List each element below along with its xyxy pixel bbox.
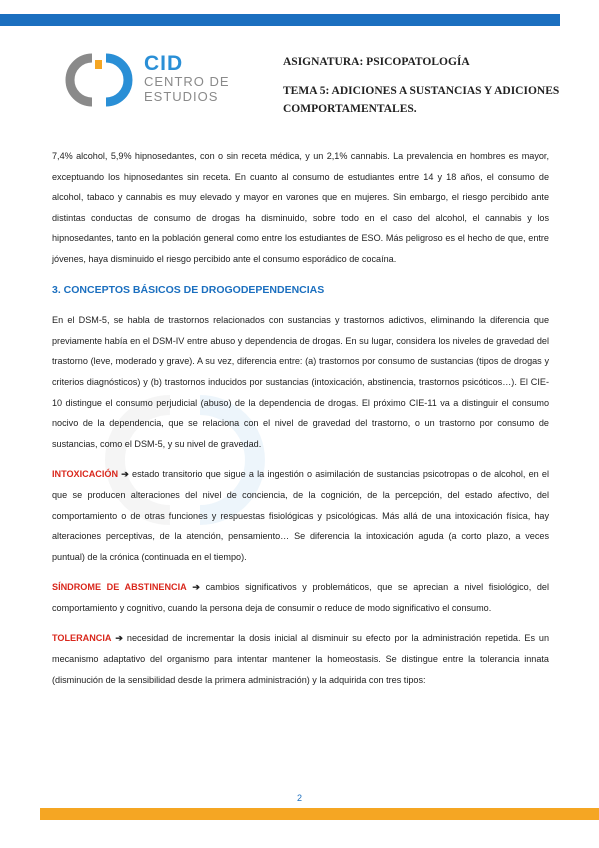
abstinencia-text: cambios significativos y problemáticos, que se aprecian a nivel fisiológico, del comportamiento y cognitivo, cuando la persona deja de consumir o reduce de modo significativo el consumo.	[52, 582, 550, 613]
logo-line-1: CENTRO DE	[144, 74, 230, 89]
cid-logo	[62, 52, 242, 108]
logo-line-2: ESTUDIOS	[144, 89, 219, 104]
subject-title: ASIGNATURA: PSICOPATOLOGÍA	[283, 56, 470, 68]
document-body	[52, 146, 549, 690]
arrow-icon: ➔	[115, 633, 123, 644]
footer-accent-bar	[40, 808, 599, 820]
term-abstinencia: SÍNDROME DE ABSTINENCIA	[52, 582, 187, 593]
arrow-icon: ➔	[192, 582, 200, 593]
paragraph-prevalence: 7,4% alcohol, 5,9% hipnosedantes, con o sin receta médica, y un 2,1% cannabis. La prevalencia en hombres es mayor, exceptuando los hipnosedantes sin receta. En cuanto al consumo de estudiantes entre 14 y 18 años, el consumo de alcohol, tabaco y cannabis es muy elevado y mayor en varones que en mujeres. Sin embargo, el riesgo percibido ante distintas conductas de consumo de drogas ha disminuido, sobre todo en el caso del alcohol, el cannabis y los hipnosedantes, tanto en la población general como entre los estudiantes de ESO. Más peligroso es el hecho de que, entre jóvenes, haya disminuido el riesgo percibido ante el consumo esporádico de cocaína.	[52, 151, 549, 264]
logo-brand: CID	[144, 52, 184, 75]
term-intoxicacion: INTOXICACIÓN	[52, 469, 119, 480]
paragraph-dsm5: En el DSM-5, se habla de trastornos relacionados con sustancias y trastornos adictivos, eliminando la diferencia que previamente había en el DSM-IV entre abuso y dependencia de drogas. En su lugar, considera los niveles de gravedad del trastorno (leve, moderado y grave). A su vez, diferencia entre: (a) trastornos por consumo de sustancias (tipos de drogas y criterios diagnósticos) y (b) trastornos inducidos por sustancias (intoxicación, abstinencia, trastornos psicóticos…). El CIE-10 distingue el consumo perjudicial (abuso) de la dependencia de drogas. El próximo CIE-11 va a distinguir el consumo nocivo de la dependencia, que se relaciona con el nivel de gravedad del trastorno, o un trastorno por consumo de sustancias, como el DSM-5, y su nivel de gravedad.	[52, 315, 549, 449]
topic-title: TEMA 5: ADICIONES A SUSTANCIAS Y ADICIONES COMPORTAMENTALES.	[283, 85, 560, 115]
page-number: 2	[296, 793, 302, 803]
cid-logo-mark	[62, 52, 138, 108]
document-header	[283, 56, 583, 118]
definition-abstinencia	[52, 577, 549, 618]
tolerancia-text: necesidad de incrementar la dosis inicial al disminuir su efecto por la administración repetida. Es un mecanismo adaptativo del organismo para intentar mantener la homeostasis. Se distingue entre la tolerancia innata (disminución de la sensibilidad desde la primera administración) y la adquirida con tres tipos:	[52, 633, 550, 685]
section-heading: 3. CONCEPTOS BÁSICOS DE DROGODEPENDENCIAS	[52, 283, 325, 296]
arrow-icon: ➔	[121, 469, 129, 480]
intoxicacion-text: estado transitorio que sigue a la ingestión o asimilación de sustancias psicotropas o de alcohol, en el que se producen alteraciones del nivel de conciencia, de la cognición, de la percepción, del estado afectivo, del comportamiento o de otras funciones y respuestas fisiológicas y psicológicas. Más allá de una intoxicación física, hay alteraciones perceptivas, de la atención, pensamiento… Se diferencia la intoxicación aguda (a corto plazo, a veces puntual) de la crónica (continuada en el tiempo).	[52, 469, 549, 562]
definition-tolerancia	[52, 628, 549, 690]
definition-intoxicacion	[52, 464, 549, 567]
header-accent-bar	[0, 14, 560, 26]
term-tolerancia: TOLERANCIA	[52, 633, 112, 644]
